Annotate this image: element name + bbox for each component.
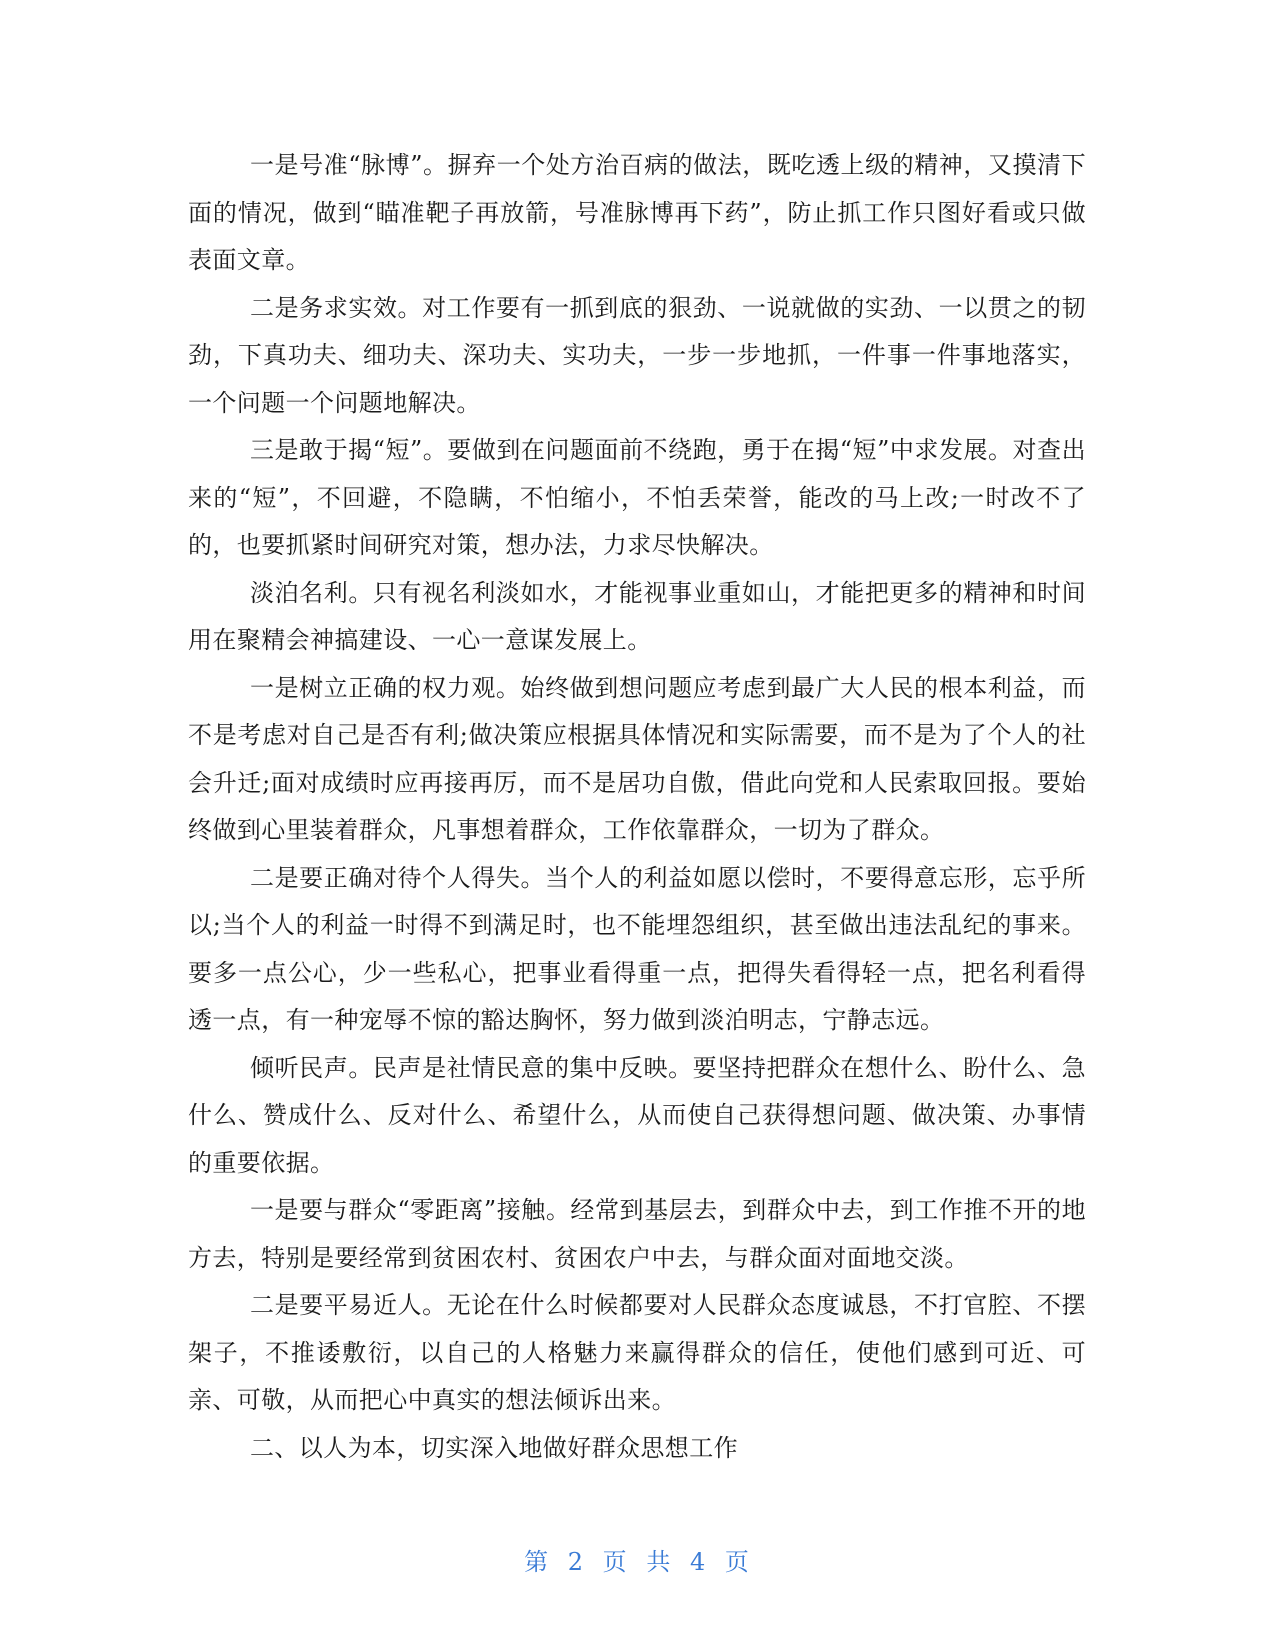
footer-word: 第 <box>524 1548 551 1576</box>
paragraph: 一是要与群众“零距离”接触。经常到基层去，到群众中去，到工作推不开的地方去，特别是要经常到贫困农村、贫困农户中去，与群众面对面地交淡。 <box>188 1196 1086 1272</box>
document-body <box>188 142 1086 1472</box>
current-page-number: 2 <box>567 1548 586 1576</box>
paragraph: 淡泊名利。只有视名利淡如水，才能视事业重如山，才能把更多的精神和时间用在聚精会神搞建设、一心一意谋发展上。 <box>188 578 1086 654</box>
footer-word: 页 <box>602 1548 629 1576</box>
total-page-number: 4 <box>689 1548 708 1576</box>
paragraph: 一是树立正确的权力观。始终做到想问题应考虑到最广大人民的根本利益，而不是考虑对自己是否有利;做决策应根据具体情况和实际需要，而不是为了个人的社会升迁;面对成绩时应再接再厉，而不是居功自傲，借此向党和人民索取回报。要始终做到心里装着群众，凡事想着群众，工作依靠群众，一切为了群众。 <box>188 673 1086 844</box>
paragraph: 倾听民声。民声是社情民意的集中反映。要坚持把群众在想什么、盼什么、急什么、赞成什么、反对什么、希望什么，从而使自己获得想问题、做决策、办事情的重要依据。 <box>188 1053 1086 1177</box>
page-footer <box>0 1542 1275 1577</box>
paragraph: 一是号准“脉博”。摒弃一个处方治百病的做法，既吃透上级的精神，又摸清下面的情况，做到“瞄准靶子再放箭，号准脉博再下药”，防止抓工作只图好看或只做表面文章。 <box>188 151 1086 274</box>
footer-word: 共 <box>646 1548 673 1576</box>
footer-word: 页 <box>724 1548 751 1576</box>
paragraph: 二是要正确对待个人得失。当个人的利益如愿以偿时，不要得意忘形，忘乎所以;当个人的利益一时得不到满足时，也不能埋怨组织，甚至做出违法乱纪的事来。要多一点公心，少一些私心，把事业看得重一点，把得失看得轻一点，把名利看得透一点，有一种宠辱不惊的豁达胸怀，努力做到淡泊明志，宁静志远。 <box>188 863 1086 1034</box>
paragraph: 三是敢于揭“短”。要做到在问题面前不绕跑，勇于在揭“短”中求发展。对查出来的“短”，不回避，不隐瞒，不怕缩小，不怕丢荣誉，能改的马上改;一时改不了的，也要抓紧时间研究对策，想办法，力求尽快解决。 <box>188 436 1086 559</box>
paragraph: 二是务求实效。对工作要有一抓到底的狠劲、一说就做的实劲、一以贯之的韧劲，下真功夫、细功夫、深功夫、实功夫，一步一步地抓，一件事一件事地落实，一个问题一个问题地解决。 <box>188 293 1086 417</box>
section-heading: 二、以人为本，切实深入地做好群众思想工作 <box>250 1433 738 1462</box>
paragraph: 二是要平易近人。无论在什么时候都要对人民群众态度诚恳，不打官腔、不摆架子，不推诿敷衍，以自己的人格魅力来赢得群众的信任，使他们感到可近、可亲、可敬，从而把心中真实的想法倾诉出来。 <box>188 1291 1086 1414</box>
